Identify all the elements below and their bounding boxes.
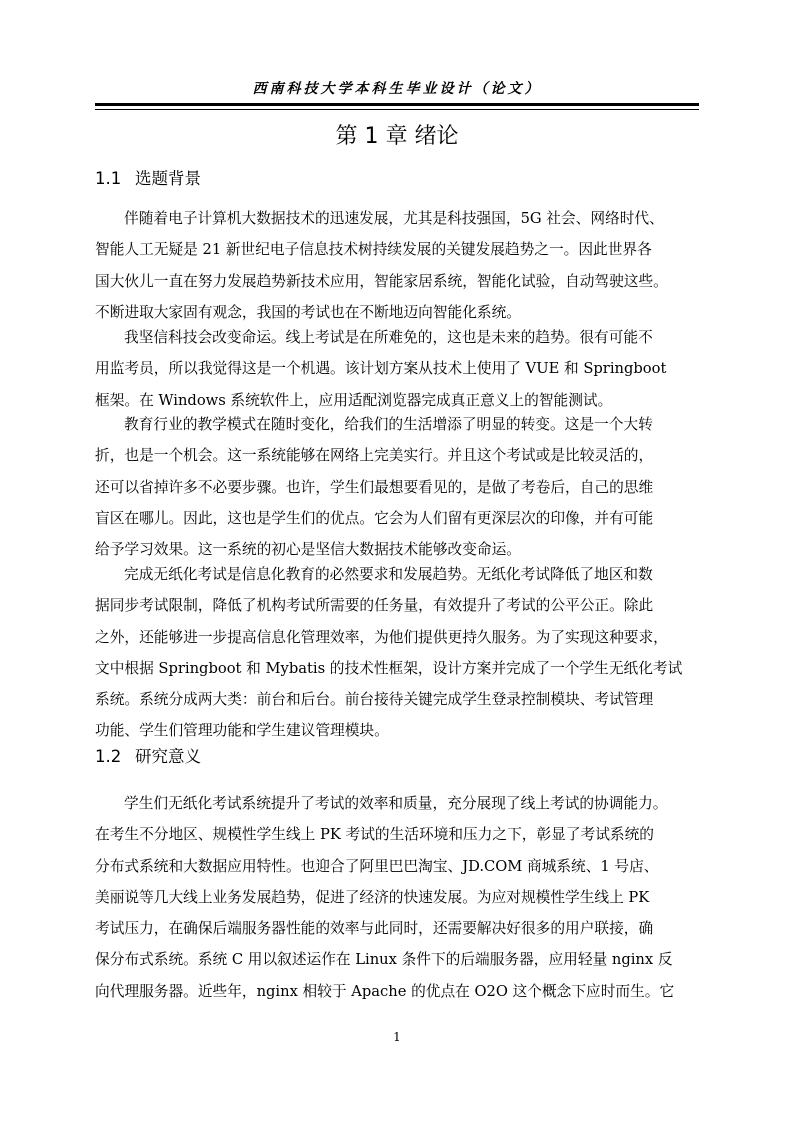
text-line: 盲区在哪儿。因此，这也是学生们的优点。它会为人们留有更深层次的印像，并有可能 [95, 509, 654, 527]
text-line: 框架。在 Windows 系统软件上，应用适配浏览器完成真正意义上的智能测试。 [95, 391, 613, 409]
paragraph-1-1-1 [95, 203, 699, 328]
text-line: 完成无纸化考试是信息化教育的必然要求和发展趋势。无纸化考试降低了地区和数 [124, 566, 653, 583]
section-heading-1-1 [95, 167, 201, 191]
paragraph-1-1-3 [95, 409, 699, 565]
chapter-title: 第 1 章 绪论 [335, 124, 459, 149]
text-line: 考试压力，在确保后端服务器性能的效率与此同时，还需要解决好很多的用户联接，确 [95, 920, 654, 938]
header-rule-thick [95, 103, 699, 106]
text-line: 智能人工无疑是 21 新世纪电子信息技术树持续发展的关键发展趋势之一。因此世界各 [95, 241, 652, 259]
text-line: 文中根据 Springboot 和 Mybatis 的技术性框架，设计方案并完成了一个学生无纸化考试 [95, 659, 683, 677]
text-line: 还可以省掉许多不必要步骤。也许，学生们最想要看见的，是做了考卷后，自己的思维 [95, 478, 654, 496]
text-line: 保分布式系统。系统 C 用以叙述运作在 Linux 条件下的后端服务器，应用轻量 nginx 反 [95, 951, 673, 969]
text-line: 伴随着电子计算机大数据技术的迅速发展，尤其是科技强国，5G 社会、网络时代、 [124, 210, 664, 227]
section-number: 1.1 [95, 169, 122, 188]
section-title: 研究意义 [135, 747, 201, 766]
text-line: 学生们无纸化考试系统提升了考试的效率和质量，充分展现了线上考试的协调能力。 [124, 795, 668, 812]
paragraph-1-1-4 [95, 559, 699, 747]
text-line: 分布式系统和大数据应用特性。也迎合了阿里巴巴淘宝、JD.COM 商城系统、1 号店、 [95, 857, 659, 875]
text-line: 给予学习效果。这一系统的初心是坚信大数据技术能够改变命运。 [95, 541, 521, 559]
text-line: 系统。系统分成两大类：前台和后台。前台接待关键完成学生登录控制模块、考试管理 [95, 691, 654, 709]
text-line: 折，也是一个机会。这一系统能够在网络上完美实行。并且这个考试或是比较灵活的， [95, 447, 654, 465]
text-line: 功能、学生们管理功能和学生建议管理模块。 [95, 722, 389, 740]
text-line: 向代理服务器。近些年，nginx 相较于 Apache 的优点在 O2O 这个概念下应时而生。它 [95, 982, 675, 1000]
page-number: 1 [393, 1030, 401, 1044]
section-number: 1.2 [95, 747, 122, 766]
text-line: 用监考员，所以我觉得这是一个机遇。该计划方案从技术上使用了 VUE 和 Springboot [95, 360, 667, 378]
text-line: 在考生不分地区、规模性学生线上 PK 考试的生活环境和压力之下，彰显了考试系统的 [95, 826, 654, 844]
text-line: 之外，还能够进一步提高信息化管理效率，为他们提供更持久服务。为了实现这种要求， [95, 628, 668, 646]
section-title: 选题背景 [135, 169, 201, 188]
paragraph-1-1-2 [95, 322, 699, 416]
text-line: 我坚信科技会改变命运。线上考试是在所难免的，这也是未来的趋势。很有可能不 [124, 329, 653, 346]
header-rule-thin [95, 109, 699, 110]
text-line: 教育行业的教学模式在随时变化，给我们的生活增添了明显的转变。这是一个大转 [124, 416, 653, 433]
page-header: 西南科技大学本科生毕业设计（论文） [252, 81, 542, 97]
paragraph-1-2-1 [95, 788, 699, 1007]
text-line: 据同步考试限制，降低了机构考试所需要的任务量，有效提升了考试的公平公正。除此 [95, 597, 654, 615]
text-line: 国大伙儿一直在努力发展趋势新技术应用，智能家居系统，智能化试验，自动驾驶这些。 [95, 272, 668, 290]
section-heading-1-2 [95, 745, 201, 769]
text-line: 不断进取大家固有观念，我国的考试也在不断地迈向智能化系统。 [95, 303, 521, 321]
text-line: 美丽说等几大线上业务发展趋势，促进了经济的快速发展。为应对规模性学生线上 PK [95, 888, 650, 906]
